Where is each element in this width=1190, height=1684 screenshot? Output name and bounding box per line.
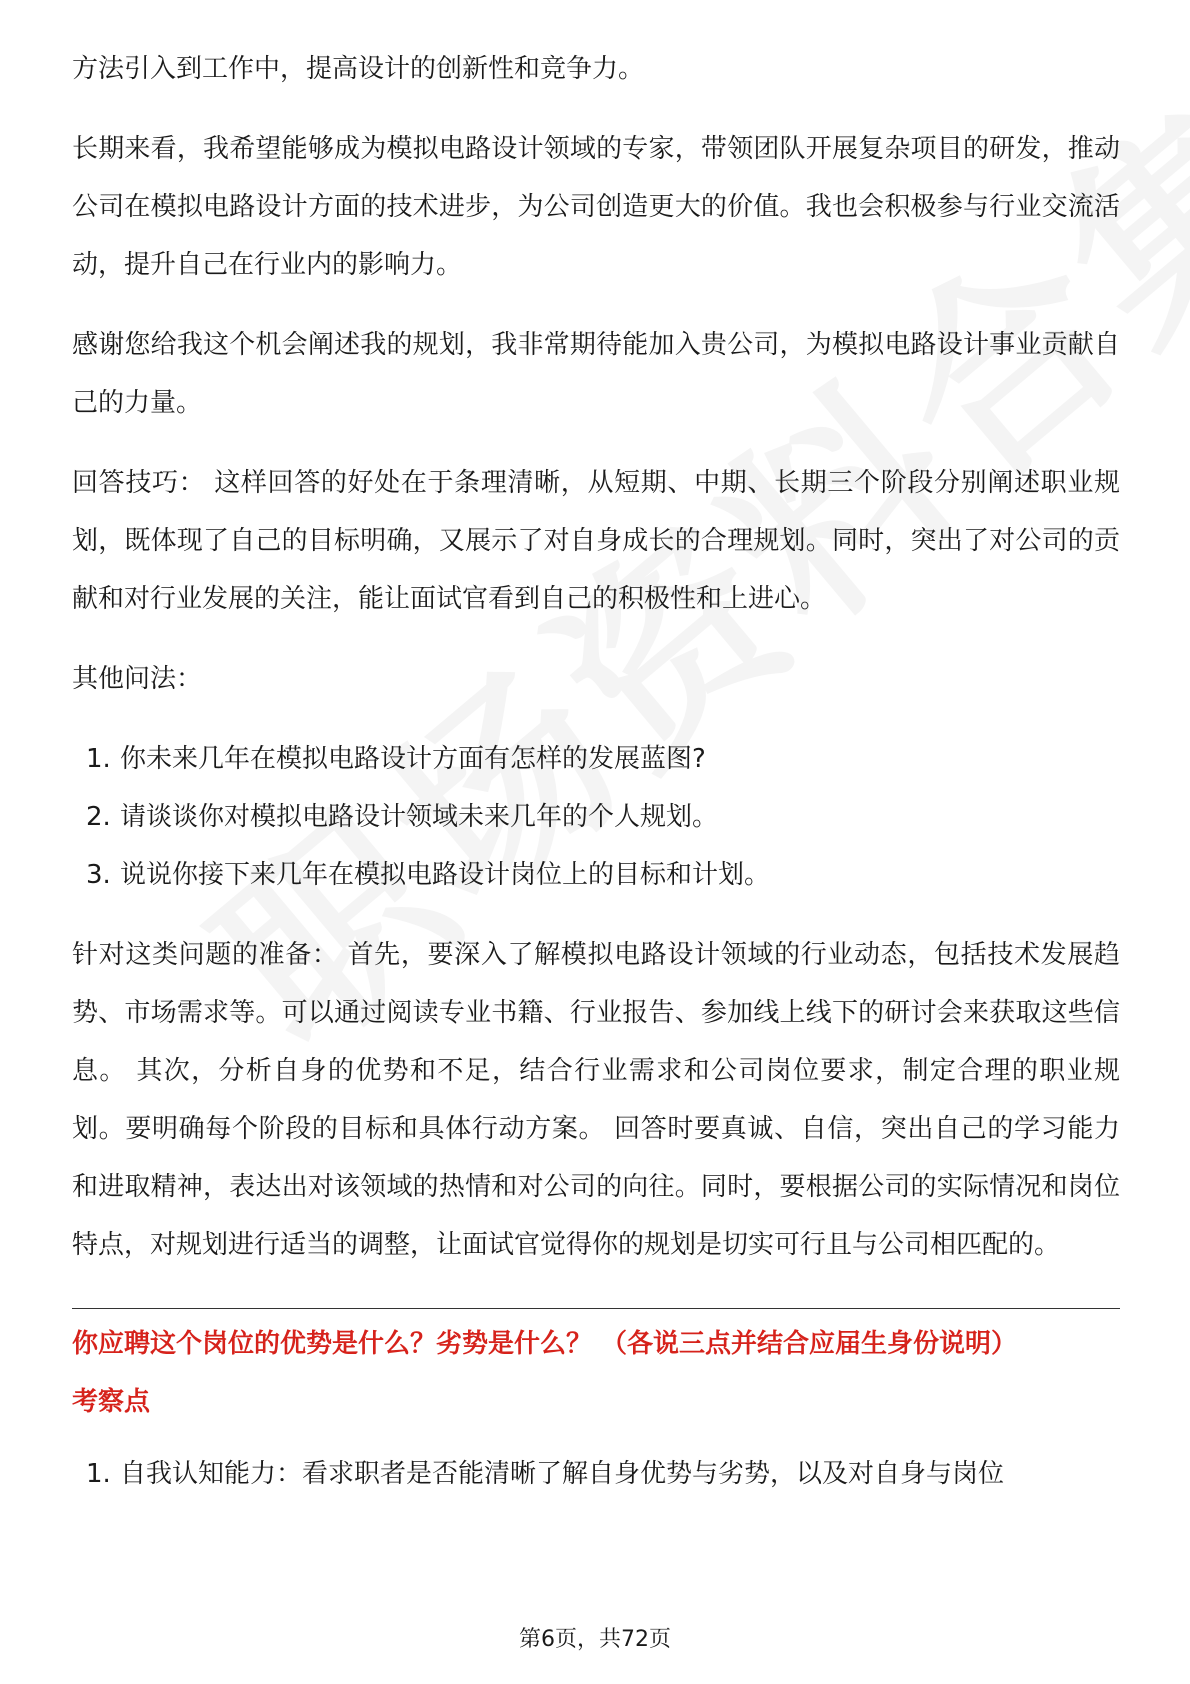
paragraph-thanks: 感谢您给我这个机会阐述我的规划，我非常期待能加入贵公司，为模拟电路设计事业贡献自己的力量。	[72, 330, 1120, 418]
page-content	[72, 40, 1120, 1525]
paragraph-other-questions-label: 其他问法：	[72, 664, 203, 694]
list-item-number: 3.	[86, 860, 111, 890]
list-item-text: 请谈谈你对模拟电路设计领域未来几年的个人规划。	[120, 802, 719, 832]
list-item-number: 2.	[86, 802, 111, 832]
list-item	[72, 788, 1120, 846]
paragraph-long-term: 长期来看，我希望能够成为模拟电路设计领域的专家，带领团队开展复杂项目的研发，推动公司在模拟电路设计方面的技术进步，为公司创造更大的价值。我也会积极参与行业交流活动，提升自己在行业内的影响力。	[72, 134, 1120, 280]
list-item-number: 1.	[86, 744, 111, 774]
paragraph-answer-tips: 回答技巧： 这样回答的好处在于条理清晰，从短期、中期、长期三个阶段分别阐述职业规划，既体现了自己的目标明确，又展示了对自身成长的合理规划。同时，突出了对公司的贡献和对行业发展的关注，能让面试官看到自己的积极性和上进心。	[72, 468, 1120, 614]
paragraph-method: 方法引入到工作中，提高设计的创新性和竞争力。	[72, 54, 645, 84]
assessment-points-list	[72, 1445, 1120, 1503]
list-item	[72, 846, 1120, 904]
other-questions-list	[72, 730, 1120, 904]
list-item-number: 1.	[86, 1459, 111, 1489]
list-item-text: 自我认知能力：看求职者是否能清晰了解自身优势与劣势，以及对自身与岗位	[120, 1459, 1005, 1489]
subheading-assessment-points: 考察点	[72, 1387, 151, 1417]
section-divider	[72, 1308, 1120, 1309]
list-item	[72, 730, 1120, 788]
list-item	[72, 1445, 1120, 1503]
list-item-text: 说说你接下来几年在模拟电路设计岗位上的目标和计划。	[120, 860, 771, 890]
paragraph-preparation: 针对这类问题的准备： 首先，要深入了解模拟电路设计领域的行业动态，包括技术发展趋势、市场需求等。可以通过阅读专业书籍、行业报告、参加线上线下的研讨会来获取这些信息。 其次，分析自身的优势和不足，结合行业需求和公司岗位要求，制定合理的职业规划。要明确每个阶段的目标和具体行动方案。 回答时要真诚、自信，突出自己的学习能力和进取精神，表达出对该领域的热情和对公司的向往。同时，要根据公司的实际情况和岗位特点，对规划进行适当的调整，让面试官觉得你的规划是切实可行且与公司相匹配的。	[72, 940, 1120, 1260]
question-heading: 你应聘这个岗位的优势是什么？劣势是什么？ （各说三点并结合应届生身份说明）	[72, 1329, 1018, 1359]
page-number-footer: 第6页，共72页	[519, 1627, 671, 1652]
list-item-text: 你未来几年在模拟电路设计方面有怎样的发展蓝图?	[120, 744, 706, 774]
